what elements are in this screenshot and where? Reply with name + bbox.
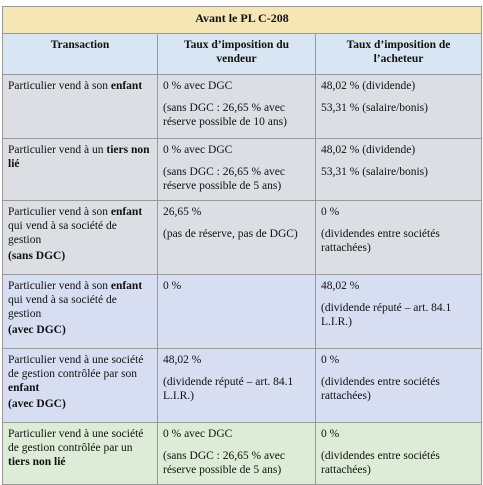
seller-note: (dividende réputé – art. 84.1 L.I.R.) <box>163 376 294 402</box>
transaction-text: Particulier vend à son <box>8 206 111 218</box>
buyer-rate: 48,02 % (dividende) <box>321 80 416 92</box>
buyer-rate: 48,02 % <box>321 280 360 292</box>
buyer-note: (dividendes entre sociétés rattachées) <box>321 228 440 254</box>
seller-rate: 0 % avec DGC <box>163 428 233 440</box>
transaction-text: qui vend à sa société de gestion <box>8 220 117 246</box>
buyer-note: 53,31 % (salaire/bonis) <box>321 102 428 114</box>
seller-note: (sans DGC : 26,65 % avec réserve possible de 5 ans) <box>163 450 286 476</box>
seller-note: (sans DGC : 26,65 % avec réserve possible de 10 ans) <box>163 102 287 128</box>
buyer-rate-cell <box>316 201 482 275</box>
transaction-keyword: tiers non lié <box>8 456 66 468</box>
buyer-note: 53,31 % (salaire/bonis) <box>321 166 428 178</box>
transaction-keyword: enfant <box>8 382 40 394</box>
buyer-rate-cell <box>316 423 482 485</box>
table-row <box>3 349 482 423</box>
seller-rate: 0 % avec DGC <box>163 80 233 92</box>
transaction-qualifier: (sans DGC) <box>8 250 66 262</box>
transaction-cell <box>3 349 158 423</box>
transaction-text: qui vend à sa société de gestion <box>8 294 117 320</box>
transaction-text: Particulier vend à une société de gestion contrôlée par un <box>8 428 144 454</box>
buyer-note: (dividendes entre sociétés rattachées) <box>321 376 440 402</box>
transaction-keyword: enfant <box>110 80 143 92</box>
buyer-rate-cell <box>316 349 482 423</box>
buyer-rate: 0 % <box>321 354 340 366</box>
transaction-text: Particulier vend à son <box>8 280 111 292</box>
seller-rate-cell <box>158 201 316 275</box>
transaction-text: Particulier vend à son <box>8 80 111 92</box>
buyer-rate-cell <box>316 75 482 139</box>
transaction-cell <box>3 75 158 139</box>
table-row <box>3 139 482 201</box>
transaction-cell <box>3 139 158 201</box>
buyer-note: (dividendes entre sociétés rattachées) <box>321 450 440 476</box>
header-seller-rate: Taux d’imposition du vendeur <box>158 34 316 75</box>
seller-note: (pas de réserve, pas de DGC) <box>163 228 298 240</box>
table-row <box>3 275 482 349</box>
buyer-rate: 0 % <box>321 428 340 440</box>
seller-rate-cell <box>158 423 316 485</box>
seller-note: (sans DGC : 26,65 % avec réserve possible de 5 ans) <box>163 166 286 192</box>
transaction-text: Particulier vend à un <box>8 144 107 156</box>
seller-rate: 26,65 % <box>163 206 202 218</box>
transaction-text: Particulier vend à une société de gestion contrôlée par son <box>8 354 144 380</box>
seller-rate: 48,02 % <box>163 354 202 366</box>
transaction-cell <box>3 201 158 275</box>
seller-rate-cell <box>158 275 316 349</box>
transaction-keyword: enfant <box>110 280 143 292</box>
transaction-qualifier: (avec DGC) <box>8 398 66 410</box>
buyer-rate-cell <box>316 275 482 349</box>
seller-rate-cell <box>158 139 316 201</box>
table-row <box>3 75 482 139</box>
transaction-cell <box>3 275 158 349</box>
header-transaction: Transaction <box>3 34 158 75</box>
table-row <box>3 201 482 275</box>
buyer-note: (dividende réputé – art. 84.1 L.I.R.) <box>321 302 452 328</box>
tax-comparison-table <box>2 6 482 485</box>
seller-rate: 0 % avec DGC <box>163 144 233 156</box>
transaction-cell <box>3 423 158 485</box>
transaction-keyword: enfant <box>110 206 143 218</box>
seller-rate: 0 % <box>163 280 182 292</box>
header-buyer-rate: Taux d’imposition de l’acheteur <box>316 34 482 75</box>
seller-rate-cell <box>158 75 316 139</box>
buyer-rate-cell <box>316 139 482 201</box>
buyer-rate: 48,02 % (dividende) <box>321 144 416 156</box>
transaction-qualifier: (avec DGC) <box>8 324 66 336</box>
seller-rate-cell <box>158 349 316 423</box>
table-title: Avant le PL C-208 <box>3 7 482 34</box>
buyer-rate: 0 % <box>321 206 340 218</box>
transaction-keyword: tiers non lié <box>8 144 150 170</box>
table-row <box>3 423 482 485</box>
